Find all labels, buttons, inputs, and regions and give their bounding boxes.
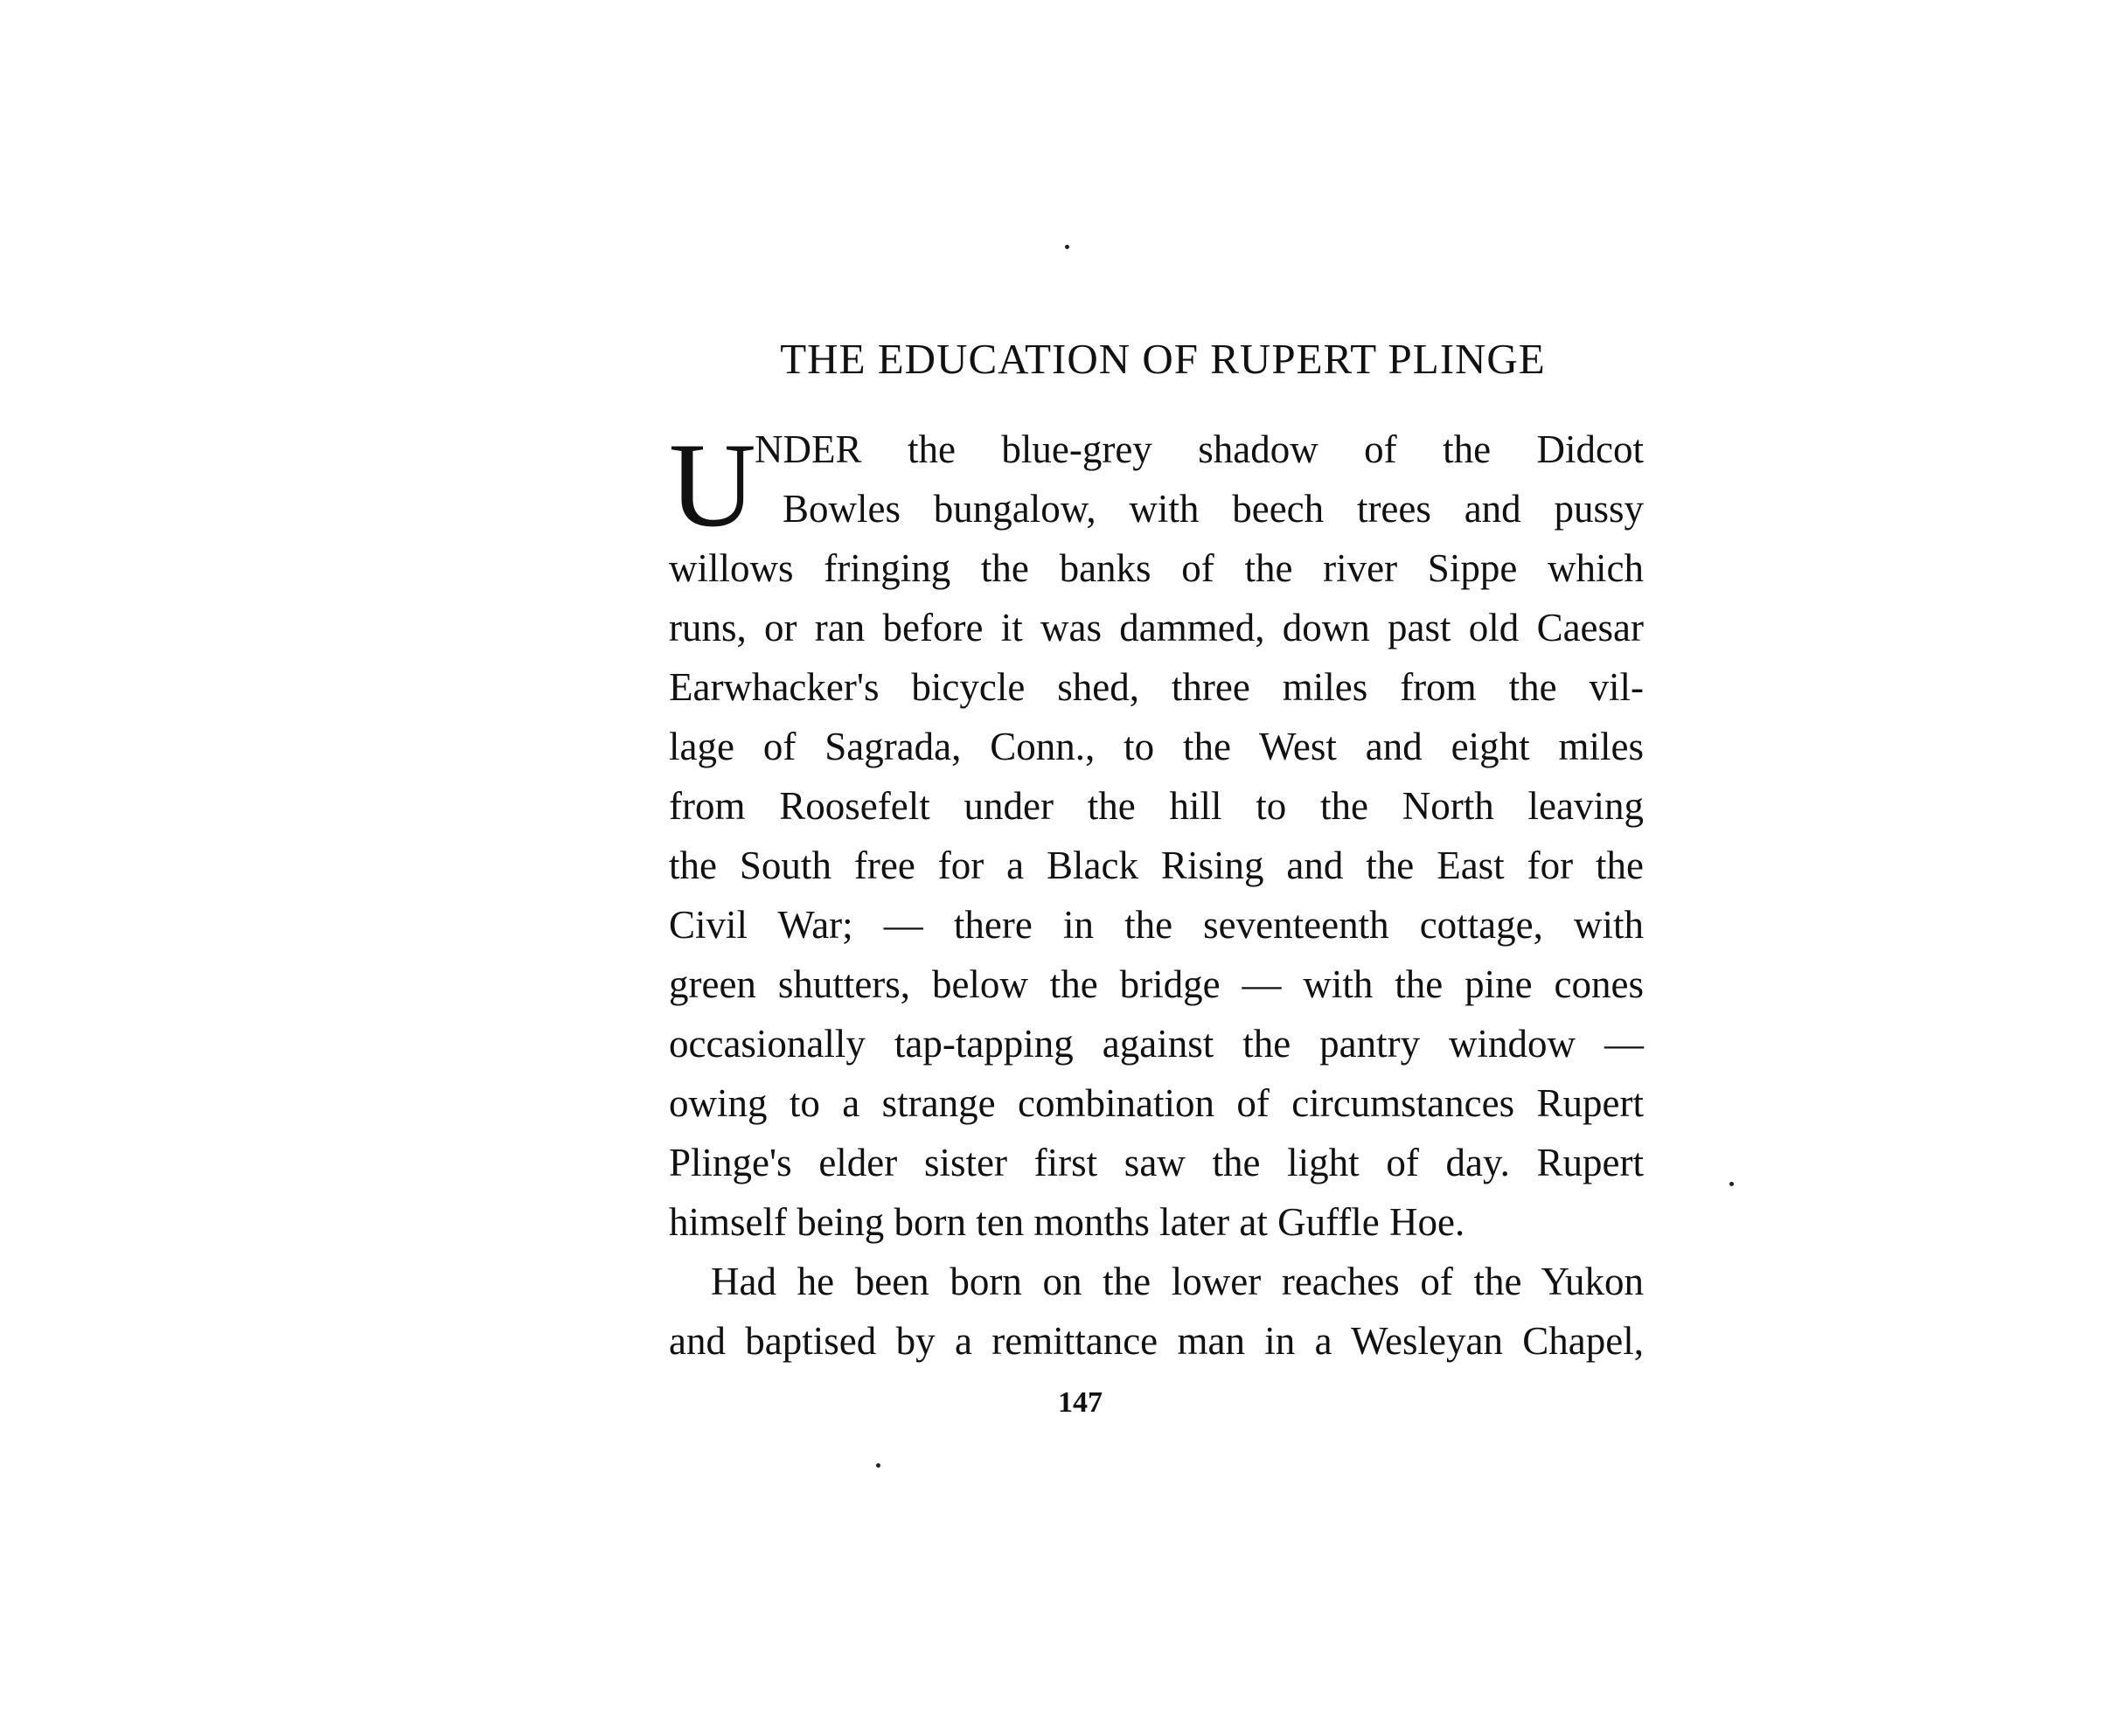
- text-line: Plinge's elder sister first saw the light of day. Rupert: [669, 1141, 1644, 1184]
- text-line: occasionally tap-tapping against the pantry window —: [669, 1022, 1644, 1066]
- text-line: Had he been born on the lower reaches of the Yukon: [711, 1260, 1644, 1303]
- scan-speck: [876, 1463, 880, 1468]
- text-line: Earwhacker's bicycle shed, three miles from the vil-: [669, 665, 1644, 709]
- scan-speck: [1729, 1182, 1734, 1186]
- text-line: the South free for a Black Rising and the East for the: [669, 844, 1644, 887]
- text-line: willows fringing the banks of the river Sippe which: [669, 546, 1644, 590]
- body-text: [669, 420, 1644, 1371]
- text-line: Bowles bungalow, with beech trees and pussy: [783, 487, 1644, 531]
- text-line: runs, or ran before it was dammed, down past old Caesar: [669, 606, 1644, 649]
- text-line: and baptised by a remittance man in a Wesleyan Chapel,: [669, 1319, 1644, 1363]
- text-line: green shutters, below the bridge — with the pine cones: [669, 962, 1644, 1006]
- text-line: Civil War; — there in the seventeenth cottage, with: [669, 903, 1644, 947]
- scan-speck: [1065, 245, 1069, 249]
- page-number: 147: [1058, 1386, 1103, 1419]
- text-line: NDER the blue-grey shadow of the Didcot: [755, 427, 1644, 471]
- chapter-title: THE EDUCATION OF RUPERT PLINGE: [780, 335, 1546, 383]
- text-line: himself being born ten months later at Guffle Hoe.: [669, 1200, 1465, 1244]
- text-line: lage of Sagrada, Conn., to the West and eight miles: [669, 725, 1644, 768]
- text-line: owing to a strange combination of circumstances Rupert: [669, 1081, 1644, 1125]
- text-line: from Roosefelt under the hill to the North leaving: [669, 784, 1644, 828]
- drop-cap: U: [669, 418, 756, 552]
